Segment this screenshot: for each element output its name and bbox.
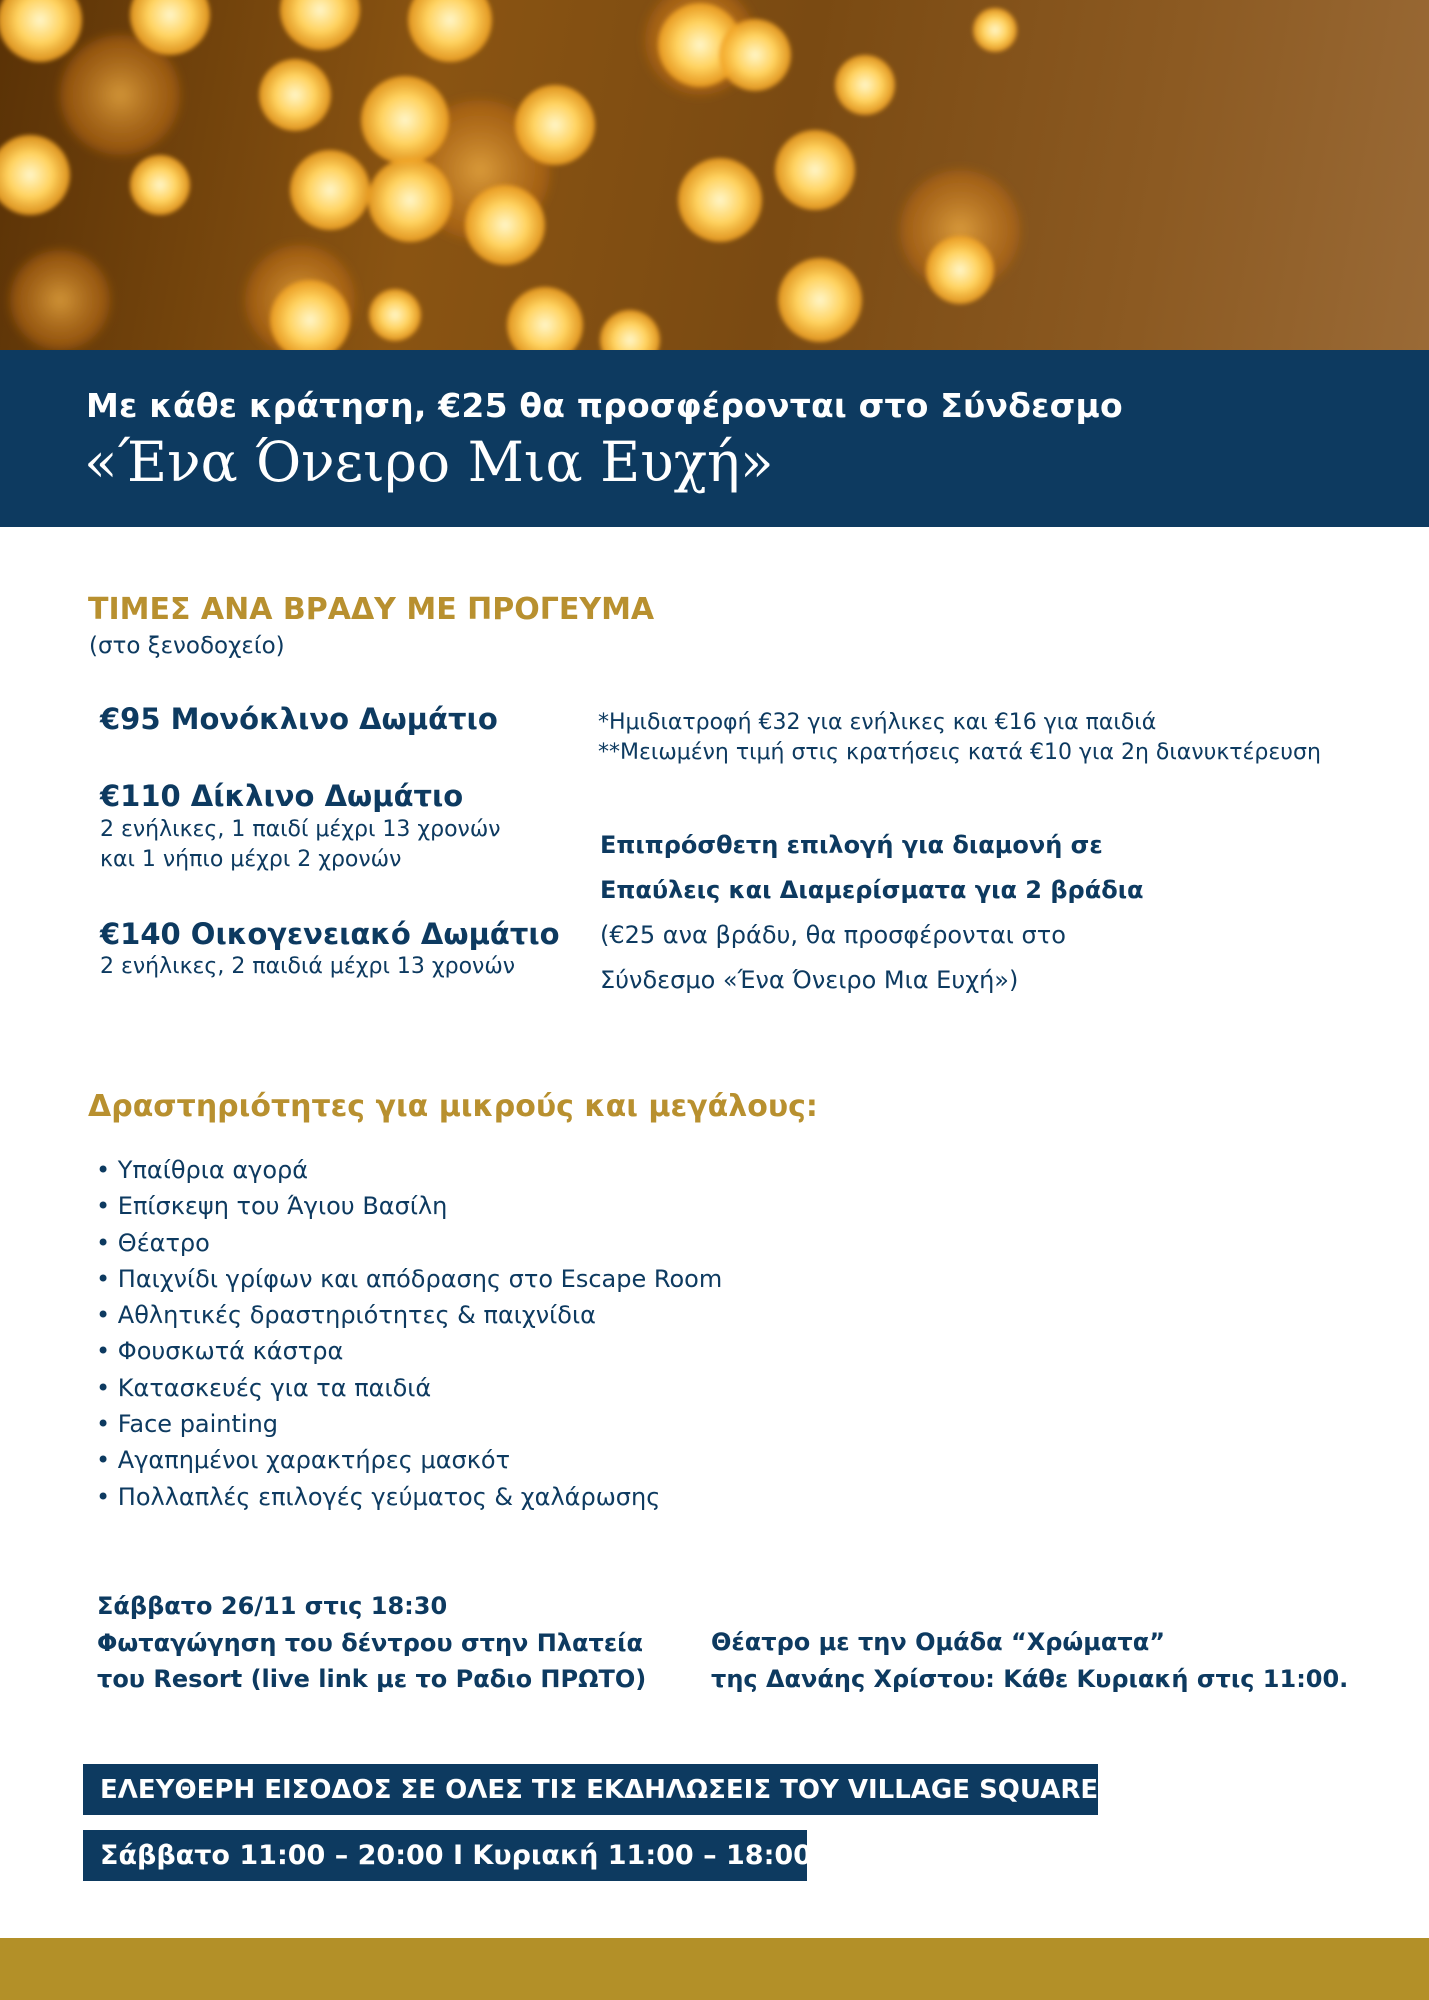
- bokeh-lights-image: [0, 0, 1429, 350]
- room-detail: 2 ενήλικες, 2 παιδιά μέχρι 13 χρονών: [100, 954, 516, 979]
- room-title: €110 Δίκλινο Δωμάτιο: [100, 779, 464, 813]
- gold-footer-bar: [0, 1938, 1429, 2000]
- tree-lighting-event: [97, 1588, 646, 1698]
- promo-text: Με κάθε κράτηση, €25 θα προσφέρονται στο Σύνδεσμο: [86, 386, 1123, 425]
- activities-heading: Δραστηριότητες για μικρούς και μεγάλους:: [88, 1089, 818, 1124]
- list-item: • Θέατρο: [96, 1228, 210, 1257]
- event-description: Θέατρο με την Ομάδα “Χρώματα”: [711, 1628, 1165, 1656]
- room-title: €95 Μονόκλινο Δωμάτιο: [100, 702, 498, 736]
- price-notes: [598, 708, 1321, 768]
- promo-banner: [0, 350, 1429, 527]
- list-item: • Face painting: [96, 1410, 279, 1439]
- event-schedule: της Δανάης Χρίστου: Κάθε Κυριακή στις 11:00.: [711, 1664, 1349, 1693]
- villas-option-detail: (€25 ανα βράδυ, θα προσφέρονται στο: [600, 921, 1066, 949]
- discount-note: **Μειωμένη τιμή στις κρατήσεις κατά €10 για 2η διανυκτέρευση: [598, 740, 1321, 765]
- villas-option-text: Επαύλεις και Διαμερίσματα για 2 βράδια: [600, 876, 1144, 904]
- event-description: Φωταγώγηση του δέντρου στην Πλατεία: [97, 1628, 644, 1657]
- room-single: [100, 702, 498, 736]
- activities-list: [96, 1152, 722, 1515]
- list-item: • Αγαπημένοι χαρακτήρες μασκότ: [96, 1446, 511, 1475]
- opening-hours-banner: Σάββατο 11:00 – 20:00 Ι Κυριακή 11:00 – 18:00: [83, 1830, 807, 1881]
- villas-option-detail: Σύνδεσμο «Ένα Όνειρο Μια Ευχή»): [600, 966, 1019, 994]
- list-item: • Αθλητικές δραστηριότητες & παιχνίδια: [96, 1301, 596, 1330]
- event-description: του Resort (live link με το Ραδιο ΠΡΩΤΟ): [97, 1665, 647, 1693]
- room-double: [100, 779, 501, 875]
- villas-option: [600, 823, 1144, 1003]
- free-entry-banner: ΕΛΕΥΘΕΡΗ ΕΙΣΟΔΟΣ ΣΕ ΟΛΕΣ ΤΙΣ ΕΚΔΗΛΩΣΕΙΣ ΤΟΥ VILLAGE SQUARE: [83, 1764, 1098, 1815]
- prices-subheading: (στο ξενοδοχείο): [89, 633, 285, 659]
- room-detail: και 1 νήπιο μέχρι 2 χρονών: [100, 847, 402, 872]
- room-title: €140 Οικογενειακό Δωμάτιο: [100, 917, 560, 951]
- list-item: • Φουσκωτά κάστρα: [96, 1337, 344, 1366]
- room-family: [100, 917, 560, 982]
- villas-option-text: Επιπρόσθετη επιλογή για διαμονή σε: [600, 831, 1103, 859]
- half-board-note: *Ημιδιατροφή €32 για ενήλικες και €16 για παιδιά: [598, 710, 1157, 735]
- list-item: • Παιχνίδι γρίφων και απόδρασης στο Escape Room: [96, 1264, 723, 1293]
- list-item: • Υπαίθρια αγορά: [96, 1156, 309, 1184]
- list-item: • Κατασκευές για τα παιδιά: [96, 1373, 432, 1402]
- prices-heading: ΤΙΜΕΣ ΑΝΑ ΒΡΑΔΥ ΜΕ ΠΡΟΓΕΥΜΑ: [88, 592, 655, 627]
- charity-name: «Ένα Όνειρο Μια Ευχή»: [84, 430, 774, 494]
- room-detail: 2 ενήλικες, 1 παιδί μέχρι 13 χρονών: [100, 817, 501, 842]
- list-item: • Επίσκεψη του Άγιου Βασίλη: [96, 1192, 448, 1221]
- event-date: Σάββατο 26/11 στις 18:30: [97, 1592, 448, 1620]
- list-item: • Πολλαπλές επιλογές γεύματος & χαλάρωσης: [96, 1482, 661, 1511]
- theatre-event: [711, 1624, 1348, 1697]
